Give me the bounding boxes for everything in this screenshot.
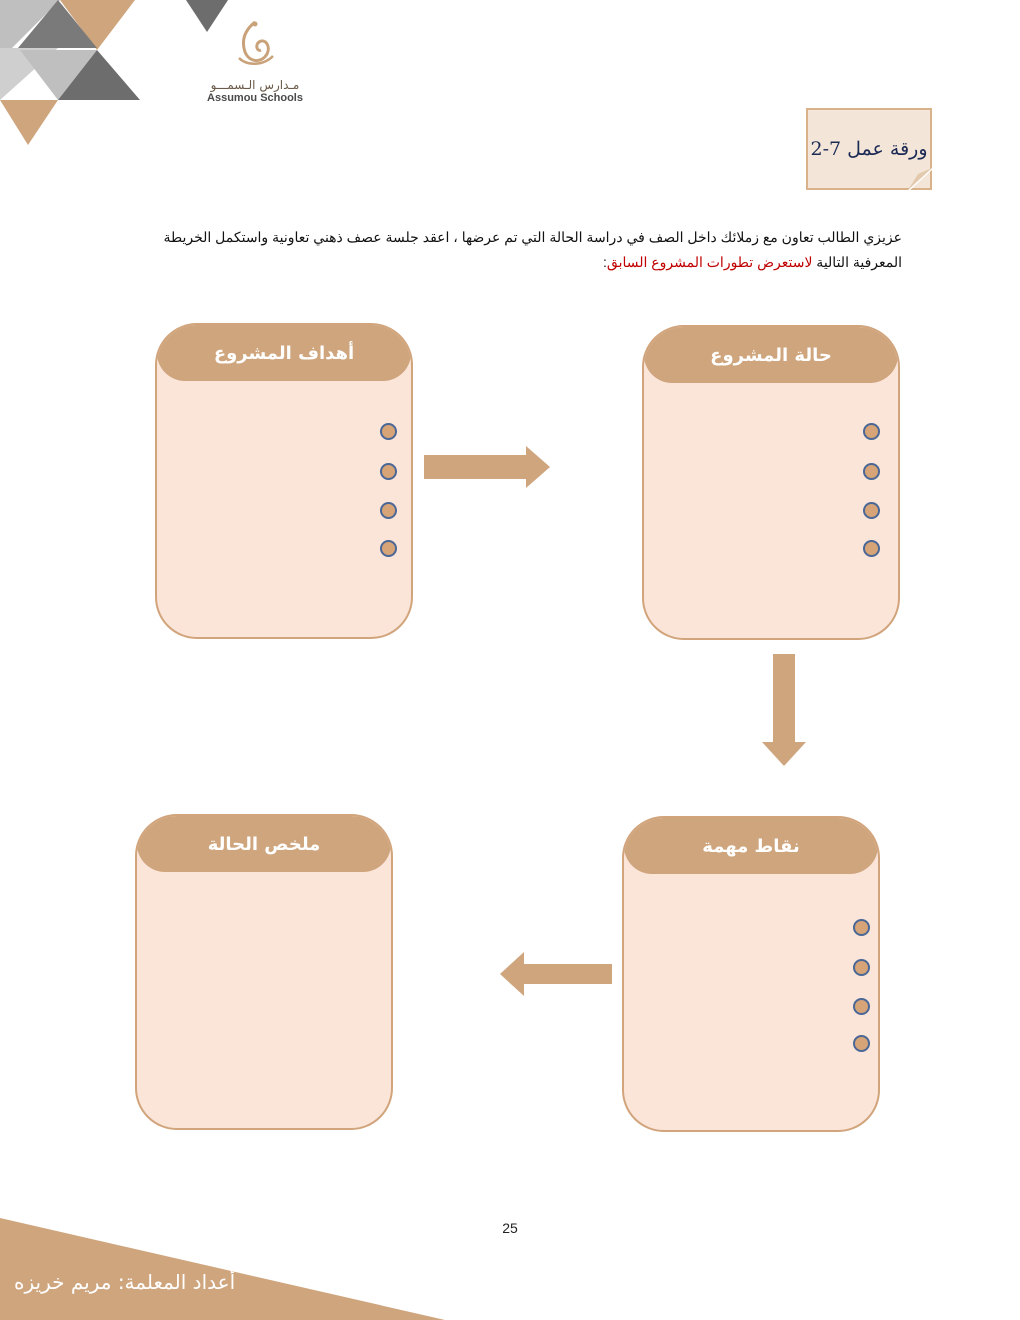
key-points-card [622,816,880,1132]
arrow-left-icon [498,950,614,998]
bullet-icon [380,502,397,519]
footer-band-decoration [0,1200,1020,1320]
bullet-icon [863,502,880,519]
case-summary-card [135,814,393,1130]
project-goals-title: أهداف المشروع [213,342,355,364]
instructions-highlight: لاستعرض تطورات المشروع السابق [606,254,813,270]
project-status-header [644,327,898,383]
case-summary-title: ملخص الحالة [207,833,321,855]
project-status-card [642,325,900,640]
bullet-icon [380,463,397,480]
instructions-line-2-prefix: المعرفية التالية [812,254,902,270]
instructions-paragraph [120,225,902,275]
key-points-title: نقاط مهمة [702,835,800,857]
worksheet-label-text: ورقة عمل 7-2 [810,138,928,160]
instructions-line-2-suffix: : [603,254,607,270]
prepared-by-text: أعداد المعلمة: مريم خريزه [14,1270,236,1294]
page-number: 25 [502,1220,518,1236]
bullet-icon [380,423,397,440]
case-summary-header [137,816,391,872]
project-status-title: حالة المشروع [710,344,832,366]
bullet-icon [853,919,870,936]
triangle-shape [0,100,58,145]
project-goals-header [157,325,411,381]
bullet-icon [853,998,870,1015]
bullet-icon [380,540,397,557]
instructions-line-2 [120,250,902,275]
instructions-line-1: عزيزي الطالب تعاون مع زملائك داخل الصف في دراسة الحالة التي تم عرضها ، اعقد جلسة عصف ذهني تعاونية واستكمل الخريطة [163,229,902,245]
logo-arabic-text: مـدارس الـسمـــو [210,78,300,92]
bullet-icon [863,423,880,440]
logo-english-text: Assumou Schools [207,92,303,104]
page-curl-icon [906,166,934,192]
logo-emblem-icon [231,18,279,70]
key-points-header [624,818,878,874]
project-goals-card [155,323,413,639]
bullet-icon [853,959,870,976]
school-logo [205,18,305,108]
bullet-icon [853,1035,870,1052]
arrow-down-icon [760,652,808,768]
bullet-icon [863,463,880,480]
arrow-right-icon [422,444,552,490]
header-triangles-decoration [0,0,240,150]
bullet-icon [863,540,880,557]
